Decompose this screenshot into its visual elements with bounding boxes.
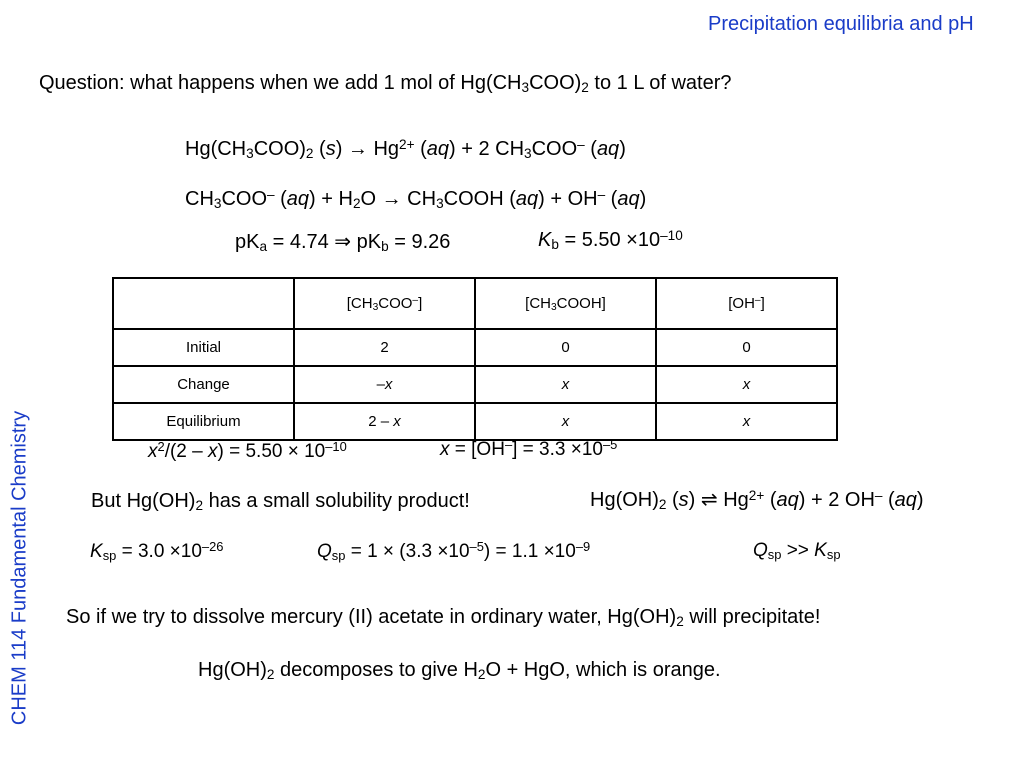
table-row [113,366,837,403]
kb-value: $K_b = 5.50 \times 10^{-10}$ [538,227,683,252]
qsp-calculation: $Q_{sp} = 1 \times (3.3 \times 10^{-5}) = 1.1 \times 10^{-9}$ [317,539,591,563]
pka-pkb-line: $pK_a = 4.74$ ⇒ $pK_b = 9.26$ [235,231,451,254]
question-text: Question: what happens when we add 1 mol of $Hg(CH_3COO)_2$ to 1 L of water? [39,72,732,95]
header-empty-cell [113,278,294,329]
table-cell: 2 [294,329,475,366]
header-acetic-acid: $[CH_3COOH]$ [475,278,656,329]
table-cell: –x [294,366,475,403]
hydroxide-result: $x = [OH^-] = 3.3 \times 10^{-5}$ [440,437,618,460]
row-label: Initial [113,329,294,366]
conclusion-text: So if we try to dissolve mercury (II) acetate in ordinary water, $Hg(OH)_2$ will precipitate! [66,606,821,629]
decomposition-text: $Hg(OH)_2$ decomposes to give $H_2O$ + HgO, which is orange. [198,659,721,682]
table-cell: x [475,366,656,403]
hydroxide-dissolution-reaction: $Hg(OH)_2$ (s) ⇌ $Hg^{2+}$ (aq) + 2 OH– (aq) [590,487,924,512]
table-cell: x [475,403,656,440]
table-cell: x [656,403,837,440]
ice-table [112,277,838,441]
course-title-vertical: CHEM 114 Fundamental Chemistry [8,410,31,726]
table-header-row [113,278,837,329]
row-label: Equilibrium [113,403,294,440]
table-cell: 2 – x [294,403,475,440]
table-cell: x [656,366,837,403]
table-row [113,403,837,440]
dissolution-reaction: $Hg(CH_3COO)_2$ $(s) \to Hg^{2+}$ (aq) + 2 $CH_3COO^-$ (aq) [185,136,626,161]
equilibrium-expression: $x^2/(2 - x) = 5.50 \times 10^{-10}$ [148,439,347,462]
row-label: Change [113,366,294,403]
table-cell: 0 [656,329,837,366]
table-cell: 0 [475,329,656,366]
ksp-value: $K_{sp} = 3.0 \times 10^{-26}$ [90,539,224,563]
header-title: Precipitation equilibria and pH [708,13,974,35]
table-row [113,329,837,366]
solubility-statement: But $Hg(OH)_2$ has a small solubility product! [91,490,470,513]
header-hydroxide: [OH–] [656,278,837,329]
hydrolysis-reaction: $CH_3COO^-$ $(aq) + H_2O$ → $CH_3COOH$ (aq) + OH– (aq) [185,186,647,211]
qsp-ksp-comparison: $Q_{sp} >> K_{sp}$ [753,540,841,562]
header-acetate: $[CH_3COO^-]$ [294,278,475,329]
